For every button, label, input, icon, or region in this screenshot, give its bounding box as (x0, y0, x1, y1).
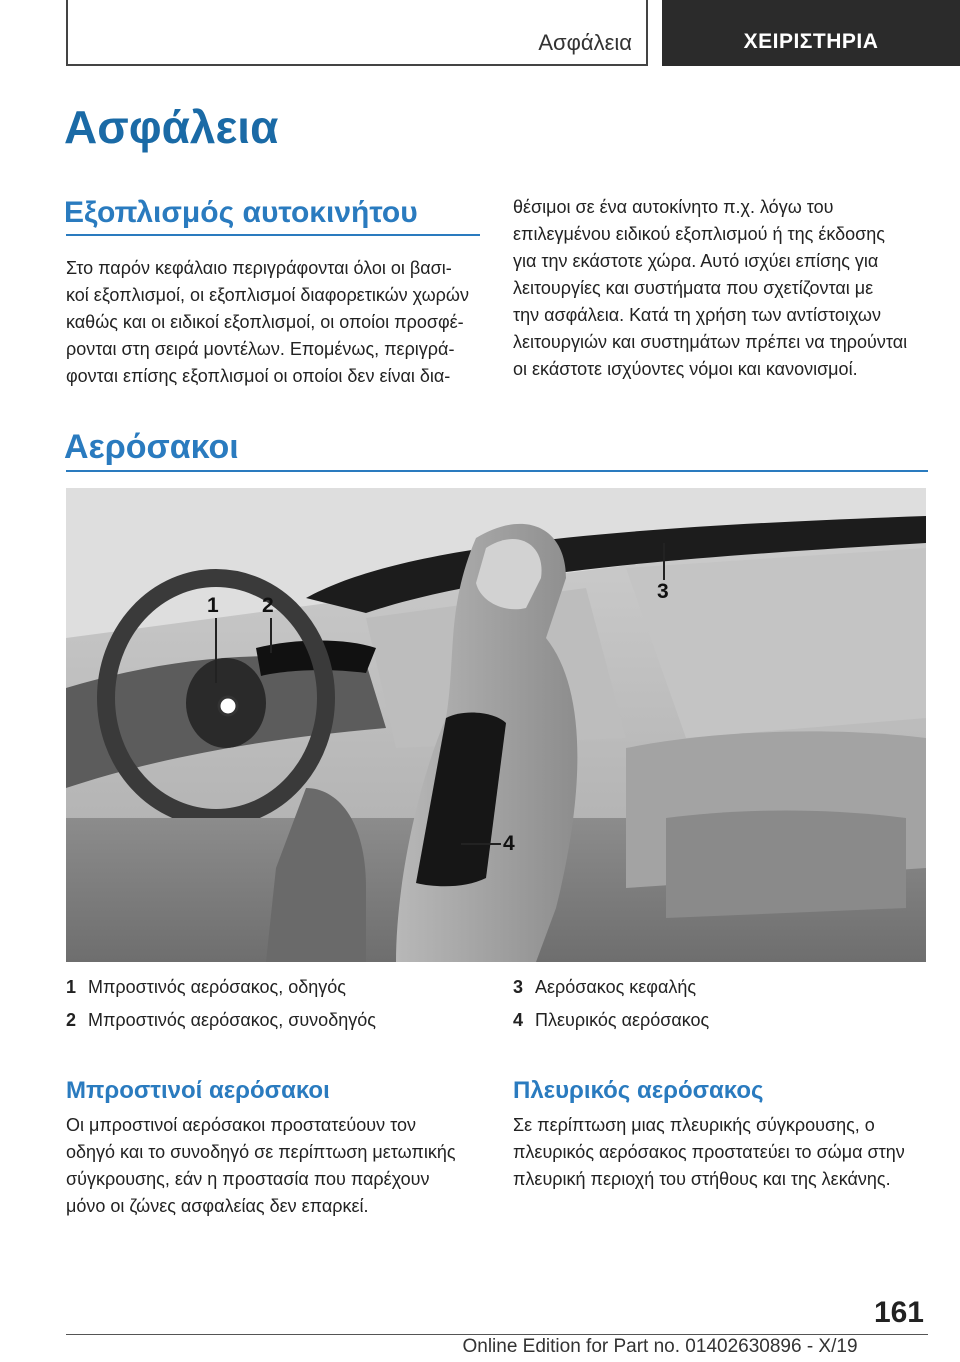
text-line: πλευρική περιοχή του στήθους και της λεκάνης. (513, 1169, 891, 1189)
side-airbag-text (513, 1112, 905, 1193)
legend-number: 2 (66, 1010, 77, 1030)
airbags-heading: Αερόσακοι (64, 428, 239, 466)
front-airbags-heading: Μπροστινοί αερόσακοι (66, 1077, 330, 1104)
text-line: την ασφάλεια. Κατά τη χρήση των αντίστοιχων (513, 305, 881, 325)
manual-tab-label: ΧΕΙΡΙΣΤΗΡΙΑ (743, 30, 879, 53)
text-line: ρονται στη σειρά μοντέλων. Επομένως, περιγρά- (66, 339, 455, 359)
legend-text: Αερόσακος κεφαλής (535, 977, 697, 997)
car-interior-illustration (66, 488, 926, 962)
text-line: καθώς και οι ειδικοί εξοπλισμοί, οι οποίοι προσφέ- (66, 312, 464, 332)
text-line: κοί εξοπλισμοί, οι εξοπλισμοί διαφορετικών χωρών (66, 285, 469, 305)
equipment-left-text (66, 255, 469, 390)
manual-tab (662, 0, 960, 66)
text-line: Οι μπροστινοί αερόσακοι προστατεύουν τον (66, 1115, 416, 1135)
legend-number: 4 (513, 1010, 524, 1030)
side-airbag-heading: Πλευρικός αερόσακος (513, 1077, 764, 1104)
text-line: λειτουργίες και συστήματα που σχετίζονται με (513, 278, 874, 298)
text-line: οδηγό και το συνοδηγό σε περίπτωση μετωπικής (66, 1142, 456, 1162)
legend-number: 3 (513, 977, 524, 997)
text-line: για την εκάστοτε χώρα. Αυτό ισχύει επίσης για (513, 251, 879, 271)
section-tab-label: Ασφάλεια (538, 30, 632, 55)
text-line: πλευρικός αερόσακος προστατεύει το σώμα στην (513, 1142, 905, 1162)
text-line: φονται επίσης εξοπλισμοί οι οποίοι δεν είναι δια- (66, 366, 451, 386)
equipment-right-text (513, 194, 907, 383)
legend-text: Πλευρικός αερόσακος (535, 1010, 710, 1030)
text-line: λειτουργιών και συστημάτων πρέπει να τηρούνται (513, 332, 908, 352)
page-number: 161 (873, 1296, 924, 1329)
callout-2: 2 (262, 594, 274, 617)
airbags-rule (66, 470, 928, 472)
footer-rule (66, 1334, 928, 1335)
text-line: Σε περίπτωση μιας πλευρικής σύγκρουσης, ο (513, 1115, 875, 1135)
text-line: Στο παρόν κεφάλαιο περιγράφονται όλοι οι βασι- (66, 258, 452, 278)
callout-3: 3 (657, 580, 669, 603)
legend-text: Μπροστινός αερόσακος, οδηγός (88, 977, 346, 997)
text-line: σύγκρουσης, εάν η προστασία που παρέχουν (66, 1169, 430, 1189)
front-airbags-text (66, 1112, 456, 1220)
footer-edition: Online Edition for Part no. 01402630896 - X/19 (462, 1336, 858, 1357)
legend-number: 1 (66, 977, 77, 997)
equipment-heading: Εξοπλισμός αυτοκινήτου (64, 196, 418, 229)
text-line: μόνο οι ζώνες ασφαλείας δεν επαρκεί. (66, 1196, 369, 1216)
section-tab (66, 0, 648, 66)
callout-1: 1 (207, 594, 219, 617)
equipment-rule (66, 234, 480, 236)
legend-text: Μπροστινός αερόσακος, συνοδηγός (88, 1010, 376, 1030)
page-title: Ασφάλεια (64, 101, 279, 153)
text-line: θέσιμοι σε ένα αυτοκίνητο π.χ. λόγω του (513, 197, 834, 217)
text-line: επιλεγμένου ειδικού εξοπλισμού ή της έκδοσης (513, 224, 885, 244)
text-line: οι εκάστοτε ισχύοντες νόμοι και κανονισμοί. (513, 359, 858, 379)
callout-4: 4 (503, 832, 515, 855)
